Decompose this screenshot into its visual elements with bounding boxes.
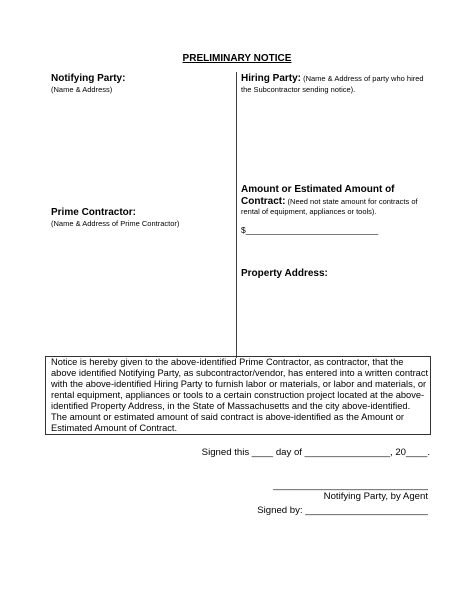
amount-contract-label: Contract:	[241, 196, 286, 207]
notice-line: rental equipment, appliances or tools to a certain construction project located at the above-	[51, 390, 425, 400]
agent-label: Notifying Party, by Agent	[323, 491, 428, 502]
hiring-party-desc-2: the Subcontractor sending notice).	[241, 85, 356, 94]
notice-line: above identified Notifying Party, as subcontractor/vendor, has entered into a written contract	[51, 368, 429, 378]
amount-line-2	[241, 196, 418, 207]
notice-line: with the above-identified Hiring Party to furnish labor or materials, or labor and materials, or	[51, 379, 427, 389]
amount-dollar-line: $____________________________	[241, 225, 379, 235]
amount-desc-2: rental of equipment, appliances or tools).	[241, 207, 377, 216]
notifying-party-label: Notifying Party:	[51, 73, 126, 84]
amount-label: Amount or Estimated Amount of	[241, 184, 395, 195]
agent-signature-rule: _____________________________	[273, 480, 428, 491]
amount-desc: (Need not state amount for contracts of	[285, 197, 418, 206]
column-divider	[236, 72, 237, 358]
hiring-party-heading	[241, 73, 424, 84]
signed-by-line: Signed by: _______________________	[257, 505, 428, 516]
prime-contractor-sub: (Name & Address of Prime Contractor)	[51, 219, 180, 228]
hiring-party-label: Hiring Party:	[241, 73, 302, 84]
notifying-party-sub: (Name & Address)	[51, 85, 113, 94]
notice-line: Notice is hereby given to the above-identified Prime Contractor, as contractor, that the	[51, 357, 404, 367]
hiring-party-desc: (Name & Address of party who hired	[301, 74, 424, 83]
notice-line: Estimated Amount of Contract.	[51, 423, 178, 433]
notice-line: The amount or estimated amount of said contract is above-identified as the Amount or	[51, 412, 404, 422]
document-title: PRELIMINARY NOTICE	[182, 53, 292, 64]
signed-date-line: Signed this ____ day of ________________, 20____.	[201, 447, 430, 458]
notice-line: identified Property Address, in the State of Massachusetts and the city above-identified.	[51, 401, 411, 411]
notice-text	[51, 357, 429, 434]
prime-contractor-label: Prime Contractor:	[51, 207, 137, 218]
property-address-label: Property Address:	[241, 268, 328, 279]
